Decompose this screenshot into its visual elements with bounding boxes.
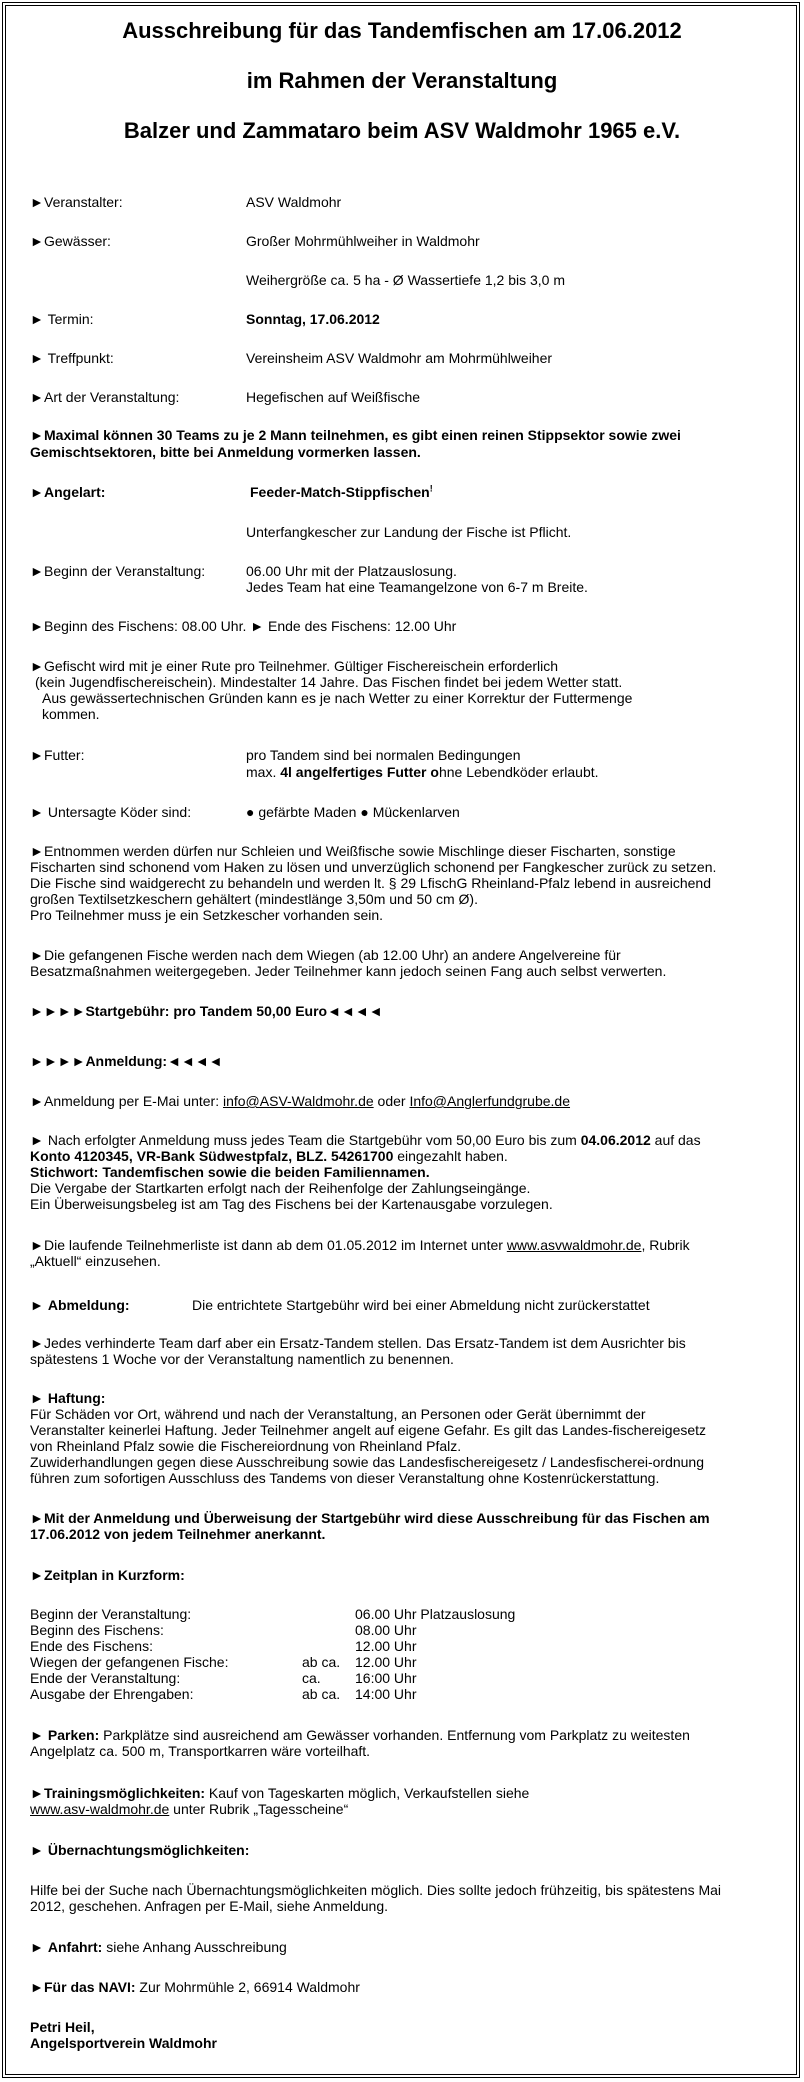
- training-line-2: www.asv-waldmohr.de unter Rubrik „Tagesscheine“: [30, 1801, 349, 1817]
- teilnehmerliste-line-2: „Aktuell“ einzusehen.: [30, 1253, 161, 1269]
- gewaesser-label: ►Gewässer:: [30, 233, 111, 249]
- zeitplan-row-time: 14:00 Uhr: [355, 1686, 417, 1702]
- arrow-left-icon: ◄: [194, 1053, 209, 1069]
- website-link[interactable]: www.asvwaldmohr.de: [506, 1237, 642, 1253]
- bullet-icon: ●: [360, 804, 369, 820]
- email-link-asv[interactable]: info@ASV-Waldmohr.de: [222, 1093, 374, 1109]
- arrow-icon: ►: [71, 1003, 86, 1019]
- arrow-icon: ►: [30, 1003, 44, 1019]
- arrow-icon: ►: [57, 1003, 72, 1019]
- teilnehmerliste-line-1: ►Die laufende Teilnehmerliste ist dann ab dem 01.05.2012 im Internet unter www.asvwaldmohr.de, Rubrik: [30, 1237, 690, 1253]
- navi: ►Für das NAVI: Zur Mohrmühle 2, 66914 Waldmohr: [30, 1979, 360, 1995]
- inner-border: [5, 5, 797, 2075]
- arrow-icon: ►: [30, 804, 44, 820]
- anfahrt: ► Anfahrt: siehe Anhang Ausschreibung: [30, 1939, 287, 1955]
- arrow-icon: ►: [30, 1335, 44, 1351]
- training-link[interactable]: www.asv-waldmohr.de: [30, 1801, 170, 1817]
- email-link-anglerfundgrube[interactable]: Info@Anglerfundgrube.de: [409, 1093, 571, 1109]
- ersatz-line-2: spätestens 1 Woche vor der Veranstaltung namentlich zu benennen.: [30, 1351, 454, 1367]
- entnommen-line-4: großen Textilsetzkeschern gehältert (mindestlänge 3,50m und 50 cm Ø).: [30, 891, 478, 907]
- entnommen-line-2: Fischarten sind schonend vom Haken zu lösen und unverzüglich schonend per Fangkescher zurück zu setzen.: [30, 859, 717, 875]
- haftung-line-2: Veranstalter keinerlei Haftung. Jeder Teilnehmer angelt auf eigene Gefahr. Es gilt das Landes-fischereigesetz: [30, 1422, 707, 1438]
- title-line-2: im Rahmen der Veranstaltung: [246, 68, 558, 93]
- arrow-left-icon: ◄: [368, 1003, 383, 1019]
- zahlung-line-2: Konto 4120345, VR-Bank Südwestpfalz, BLZ. 54261700 eingezahlt haben.: [30, 1148, 508, 1164]
- zahlung-line-1: ► Nach erfolgter Anmeldung muss jedes Team die Startgebühr vom 50,00 Euro bis zum 04.06.2012 auf das: [30, 1132, 701, 1148]
- zeitplan-row-label: Wiegen der gefangenen Fische:: [30, 1654, 229, 1670]
- zeitplan-row-time: 06.00 Uhr Platzauslosung: [355, 1606, 516, 1622]
- haftung-line-3: von Rheinland Pfalz sowie die Fischereiordnung von Rheinland Pfalz.: [30, 1438, 462, 1454]
- veranstalter-value: ASV Waldmohr: [246, 194, 342, 210]
- arrow-left-icon: ◄: [180, 1053, 195, 1069]
- angelart-label: ►Angelart:: [30, 484, 106, 500]
- futter-label: ►Futter:: [30, 747, 85, 763]
- angelart-kescher: Unterfangkescher zur Landung der Fische ist Pflicht.: [246, 524, 572, 540]
- startgebuehr: ►►►►Startgebühr: pro Tandem 50,00 Euro◄◄◄◄: [30, 1003, 383, 1019]
- zeitplan-row-label: Beginn des Fischens:: [30, 1622, 164, 1638]
- zeitplan-row-qual: ab ca.: [302, 1654, 341, 1670]
- zahlung-line-3: Stichwort: Tandemfischen sowie die beiden Familiennamen.: [30, 1164, 430, 1180]
- parken-line-1: ► Parken: Parkplätze sind ausreichend am Gewässer vorhanden. Entfernung vom Parkplatz zu weitesten: [30, 1727, 690, 1743]
- gewaesser-value: Großer Mohrmühlweiher in Waldmohr: [246, 233, 480, 249]
- termin-label: ► Termin:: [30, 311, 94, 327]
- uebernachtung-line-1: Hilfe bei der Suche nach Übernachtungsmöglichkeiten möglich. Dies sollte jedoch frühzeitig, bis spätestens Mai: [30, 1882, 722, 1898]
- arrow-icon: ►: [30, 1132, 44, 1148]
- uebernachtung-label: ► Übernachtungsmöglichkeiten:: [30, 1842, 250, 1858]
- ersatz-line-1: ►Jedes verhinderte Team darf aber ein Ersatz-Tandem stellen. Das Ersatz-Tandem ist dem Ausrichter bis: [30, 1335, 686, 1351]
- zeitplan-row-label: Ende der Veranstaltung:: [30, 1670, 181, 1686]
- arrow-icon: ►: [30, 1093, 44, 1109]
- haftung-label: ► Haftung:: [30, 1390, 106, 1406]
- arrow-icon: ►: [30, 311, 44, 327]
- entnommen-line-5: Pro Teilnehmer muss je ein Setzkescher vorhanden sein.: [30, 907, 384, 923]
- beginn-fischen: ►Beginn des Fischens: 08.00 Uhr. ► Ende des Fischens: 12.00 Uhr: [30, 618, 457, 634]
- arrow-left-icon: ◄: [340, 1003, 355, 1019]
- rute-line-1: ►Gefischt wird mit je einer Rute pro Teilnehmer. Gültiger Fischereischein erforderlich: [30, 658, 559, 674]
- arrow-icon: ►: [30, 618, 44, 634]
- arrow-icon: ►: [30, 484, 44, 500]
- arrow-icon: ►: [43, 1003, 58, 1019]
- arrow-icon: ►: [30, 1727, 44, 1743]
- arrow-icon: ►: [30, 1785, 44, 1801]
- anmeldung-mail: ►Anmeldung per E-Mai unter: info@ASV-Waldmohr.de oder Info@Anglerfundgrube.de: [30, 1093, 571, 1109]
- arrow-icon: ►: [30, 233, 44, 249]
- art-label: ►Art der Veranstaltung:: [30, 389, 180, 405]
- zeitplan-row-label: Beginn der Veranstaltung:: [30, 1606, 192, 1622]
- arrow-icon: ►: [30, 350, 44, 366]
- zeitplan-row-label: Ausgabe der Ehrengaben:: [30, 1686, 194, 1702]
- bullet-icon: ●: [246, 804, 255, 820]
- arrow-left-icon: ◄: [354, 1003, 369, 1019]
- arrow-icon: ►: [30, 843, 44, 859]
- abmeldung-label: ► Abmeldung:: [30, 1297, 130, 1313]
- art-value: Hegefischen auf Weißfische: [246, 389, 421, 405]
- haftung-line-1: Für Schäden vor Ort, während und nach der Veranstaltung, an Personen oder Gerät übernimmt der: [30, 1406, 646, 1422]
- termin-value: Sonntag, 17.06.2012: [246, 311, 380, 327]
- arrow-icon: ►: [30, 1567, 44, 1583]
- koeder-list: ● gefärbte Maden ● Mückenlarven: [246, 804, 460, 820]
- uebernachtung-line-2: 2012, geschehen. Anfragen per E-Mail, siehe Anmeldung.: [30, 1898, 389, 1914]
- arrow-icon: ►: [30, 947, 44, 963]
- arrow-icon: ►: [30, 1842, 44, 1858]
- arrow-left-icon: ◄: [208, 1053, 223, 1069]
- gefangen-line-1: ►Die gefangenen Fische werden nach dem Wiegen (ab 12.00 Uhr) an andere Angelvereine für: [30, 947, 621, 963]
- treffpunkt-value: Vereinsheim ASV Waldmohr am Mohrmühlweiher: [246, 350, 553, 366]
- arrow-icon: ►: [30, 1390, 44, 1406]
- arrow-icon: ►: [30, 1297, 44, 1313]
- arrow-icon: ►: [30, 658, 44, 674]
- anmeldung-heading: ►►►►Anmeldung:◄◄◄◄: [30, 1053, 223, 1069]
- arrow-icon: ►: [30, 1979, 44, 1995]
- gruss-line-2: Angelsportverein Waldmohr: [30, 2035, 217, 2051]
- arrow-icon: ►: [30, 747, 44, 763]
- treffpunkt-label: ► Treffpunkt:: [30, 350, 114, 366]
- zahlung-line-4: Die Vergabe der Startkarten erfolgt nach der Reihenfolge der Zahlungseingänge.: [30, 1180, 531, 1196]
- zeitplan-row-qual: ca.: [302, 1670, 321, 1686]
- futter-value-2: max. 4l angelfertiges Futter ohne Lebendköder erlaubt.: [246, 764, 599, 780]
- arrow-icon: ►: [71, 1053, 86, 1069]
- zeitplan-row-time: 16:00 Uhr: [355, 1670, 417, 1686]
- arrow-icon: ►: [30, 389, 44, 405]
- arrow-icon: ►: [57, 1053, 72, 1069]
- beginn-veranstaltung-label: ►Beginn der Veranstaltung:: [30, 563, 206, 579]
- abmeldung-text: Die entrichtete Startgebühr wird bei einer Abmeldung nicht zurückerstattet: [192, 1297, 650, 1313]
- entnommen-line-3: Die Fische sind waidgerecht zu behandeln und werden lt. § 29 LfischG Rheinland-Pfalz lebend in ausreichend: [30, 875, 711, 891]
- koeder-label: ► Untersagte Köder sind:: [30, 804, 192, 820]
- parken-line-2: Angelplatz ca. 500 m, Transportkarren wäre vorteilhaft.: [30, 1743, 371, 1759]
- arrow-icon: ►: [30, 563, 44, 579]
- arrow-icon: ►: [250, 618, 265, 634]
- haftung-line-5: führen zum sofortigen Ausschluss des Tandems von dieser Veranstaltung ohne Kostenrückerstattung.: [30, 1470, 660, 1486]
- teams-line-2: Gemischtsektoren, bitte bei Anmeldung vormerken lassen.: [30, 444, 421, 460]
- anerkannt-line-2: 17.06.2012 von jedem Teilnehmer anerkannt.: [30, 1526, 326, 1542]
- gefangen-line-2: Besatzmaßnahmen weitergegeben. Jeder Teilnehmer kann jedoch seinen Fang auch selbst verwerten.: [30, 963, 667, 979]
- arrow-icon: ►: [43, 1053, 58, 1069]
- veranstalter-label: ►Veranstalter:: [30, 194, 123, 210]
- zeitplan-label: ►Zeitplan in Kurzform:: [30, 1567, 185, 1583]
- entnommen-line-1: ►Entnommen werden dürfen nur Schleien und Weißfische sowie Mischlinge dieser Fischarten, sonstige: [30, 843, 676, 859]
- teams-line-1: ►Maximal können 30 Teams zu je 2 Mann teilnehmen, es gibt einen reinen Stippsektor sowie zwei: [30, 427, 681, 443]
- anerkannt-line-1: ►Mit der Anmeldung und Überweisung der Startgebühr wird diese Ausschreibung für das Fischen am: [30, 1510, 710, 1526]
- futter-value: pro Tandem sind bei normalen Bedingungen: [246, 747, 521, 763]
- beginn-veranstaltung-value: 06.00 Uhr mit der Platzauslosung.: [246, 563, 457, 579]
- arrow-left-icon: ◄: [327, 1003, 341, 1019]
- arrow-icon: ►: [30, 1237, 44, 1253]
- arrow-left-icon: ◄: [167, 1053, 181, 1069]
- haftung-line-4: Zuwiderhandlungen gegen diese Ausschreibung sowie das Landesfischereigesetz / Landesfischerei-ordnung: [30, 1454, 705, 1470]
- angelart-value: Feeder-Match-Stippfischen!: [250, 483, 433, 500]
- arrow-icon: ►: [30, 1510, 44, 1526]
- gewaesser-size: Weihergröße ca. 5 ha - Ø Wassertiefe 1,2 bis 3,0 m: [246, 272, 566, 288]
- zeitplan-row-time: 08.00 Uhr: [355, 1622, 417, 1638]
- arrow-icon: ►: [30, 1053, 44, 1069]
- zahlung-line-5: Ein Überweisungsbeleg ist am Tag des Fischens bei der Kartenausgabe vorzulegen.: [30, 1196, 553, 1212]
- zeitplan-row-label: Ende des Fischens:: [30, 1638, 153, 1654]
- rute-line-2: (kein Jugendfischereischein). Mindestalter 14 Jahre. Das Fischen findet bei jedem Wetter statt.: [35, 674, 623, 690]
- zeitplan-row-time: 12.00 Uhr: [355, 1638, 417, 1654]
- zeitplan-row-time: 12.00 Uhr: [355, 1654, 417, 1670]
- rute-line-4: kommen.: [42, 706, 100, 722]
- arrow-icon: ►: [30, 194, 44, 210]
- gruss-line-1: Petri Heil,: [30, 2019, 95, 2035]
- title-line-3: Balzer und Zammataro beim ASV Waldmohr 1965 e.V.: [123, 118, 681, 143]
- rute-line-3: Aus gewässertechnischen Gründen kann es je nach Wetter zu einer Korrektur der Futtermenge: [42, 690, 633, 706]
- training-line-1: ►Trainingsmöglichkeiten: Kauf von Tageskarten möglich, Verkaufstellen siehe: [30, 1785, 530, 1801]
- arrow-icon: ►: [30, 427, 44, 443]
- beginn-veranstaltung-zone: Jedes Team hat eine Teamangelzone von 6-7 m Breite.: [246, 579, 588, 595]
- zeitplan-row-qual: ab ca.: [302, 1686, 341, 1702]
- title-line-1: Ausschreibung für das Tandemfischen am 17.06.2012: [122, 18, 682, 43]
- arrow-icon: ►: [30, 1939, 44, 1955]
